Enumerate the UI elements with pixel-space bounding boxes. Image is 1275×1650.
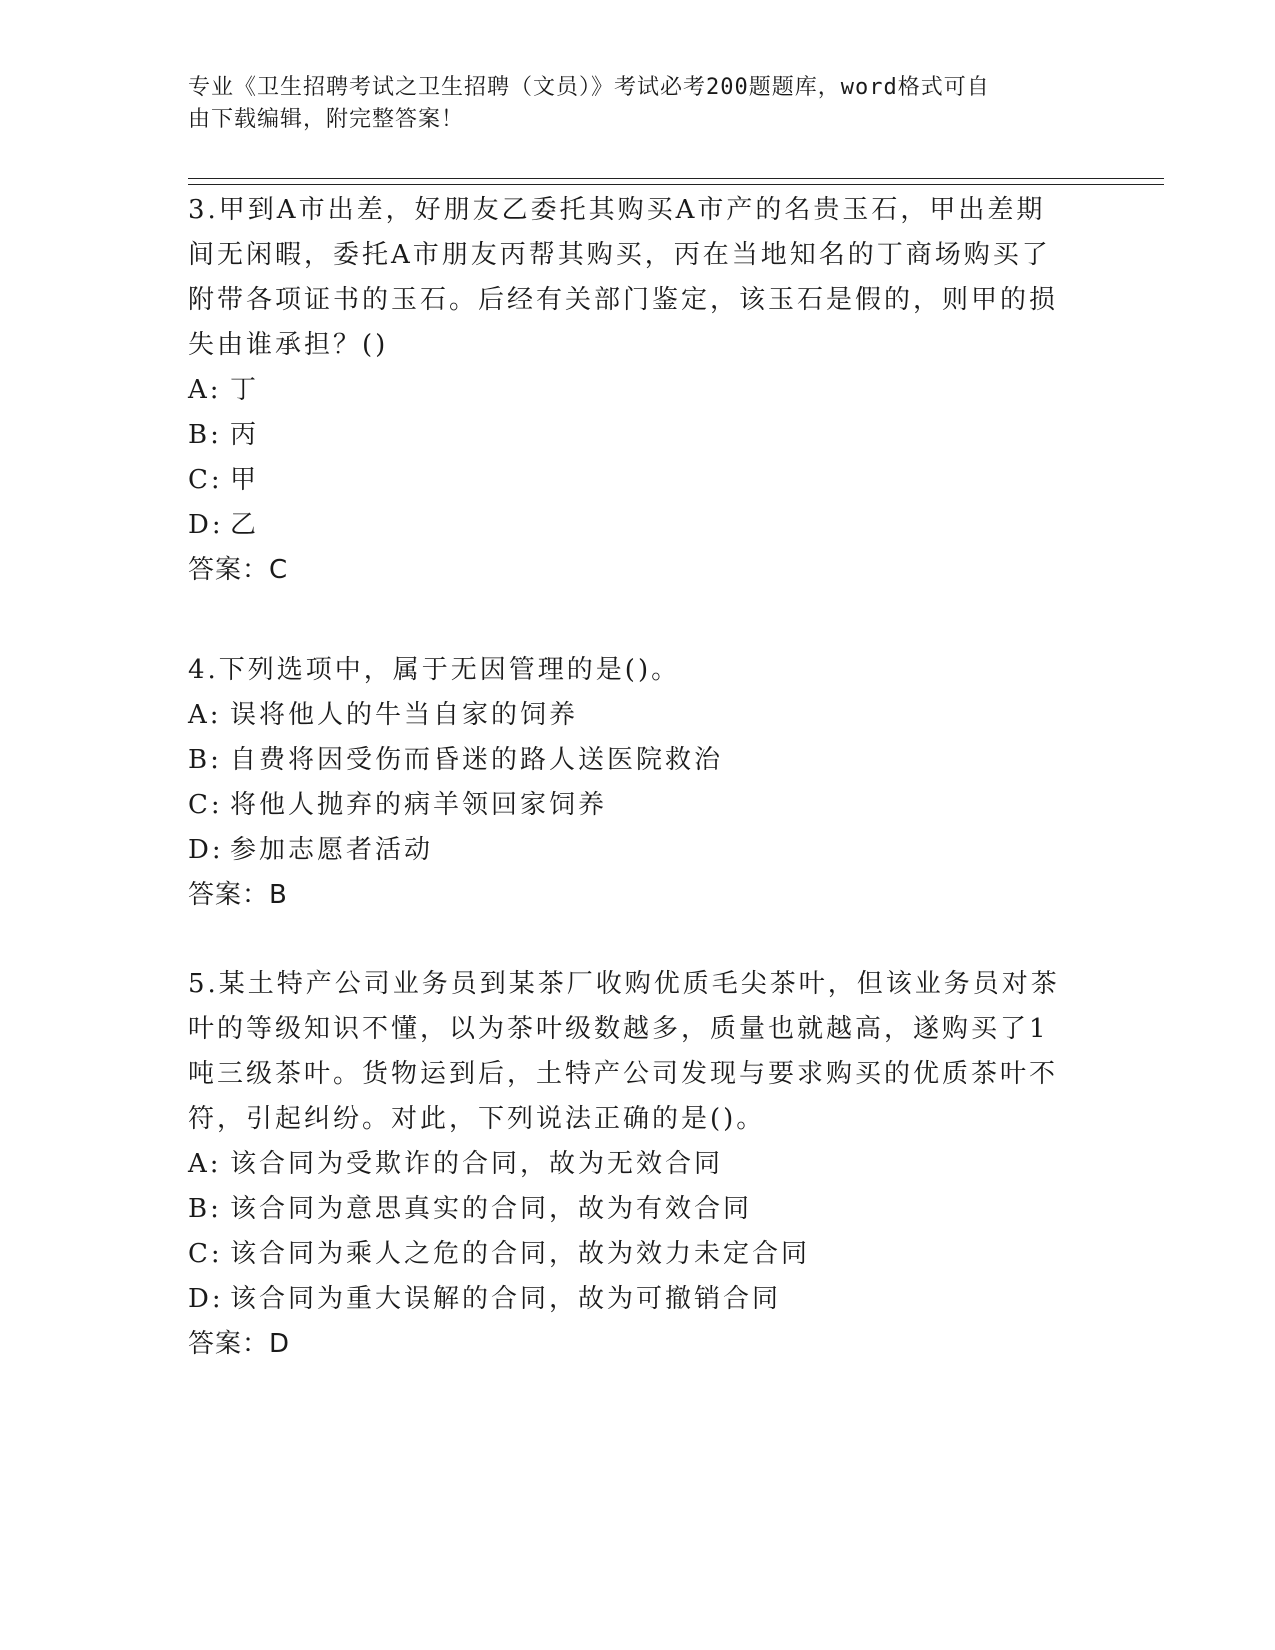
question-3 [188,188,1068,593]
option-letter: A: [188,375,222,405]
question-text-line: 5.某土特产公司业务员到某茶厂收购优质毛尖茶叶，但该业务员对茶 [188,969,1060,999]
option-text: 将他人抛弃的病羊领回家饲养 [230,790,608,820]
option-letter: D: [188,510,224,540]
option-d [188,503,1068,548]
option-text: 乙 [230,510,260,540]
question-text [188,962,1068,1142]
question-text-line: 3.甲到A市出差，好朋友乙委托其购买A市产的名贵玉石，甲出差期 [188,195,1046,225]
option-b [188,1187,1068,1232]
option-d [188,1277,1068,1322]
option-letter: B: [188,1194,222,1224]
option-letter: C: [188,790,223,820]
question-text-line: 间无闲暇，委托A市朋友丙帮其购买，丙在当地知名的丁商场购买了 [188,240,1051,270]
option-d [188,828,1068,873]
option-text: 该合同为乘人之危的合同，故为效力未定合同 [230,1239,811,1269]
option-c [188,1232,1068,1277]
option-c [188,458,1068,503]
answer: 答案：B [188,880,288,910]
option-text: 甲 [230,465,260,495]
question-text-line: 4.下列选项中，属于无因管理的是()。 [188,655,681,685]
question-text-line: 吨三级茶叶。货物运到后，土特产公司发现与要求购买的优质茶叶不 [188,1059,1059,1089]
option-text: 误将他人的牛当自家的饲养 [230,700,579,730]
option-text: 该合同为意思真实的合同，故为有效合同 [230,1194,753,1224]
document-header [188,72,1068,136]
option-a [188,693,1068,738]
option-letter: A: [188,1149,222,1179]
question-text-line: 符，引起纠纷。对此，下列说法正确的是()。 [188,1104,766,1134]
option-text: 该合同为受欺诈的合同，故为无效合同 [230,1149,724,1179]
option-b [188,738,1068,783]
option-text: 丁 [230,375,260,405]
header-line-2: 由下载编辑，附完整答案！ [188,107,465,132]
answer: 答案：C [188,555,289,585]
option-letter: D: [188,835,224,865]
option-a [188,368,1068,413]
option-text: 丙 [230,420,260,450]
option-b [188,413,1068,458]
question-text-line: 失由谁承担？() [188,330,389,360]
header-divider-bottom [188,184,1164,185]
option-a [188,1142,1068,1187]
option-letter: C: [188,465,223,495]
question-text-line: 叶的等级知识不懂，以为茶叶级数越多，质量也就越高，遂购买了1 [188,1014,1049,1044]
header-divider-top [188,178,1164,179]
question-5 [188,962,1068,1367]
option-letter: D: [188,1284,224,1314]
question-4 [188,648,1068,918]
option-letter: A: [188,700,222,730]
option-letter: B: [188,420,222,450]
option-text: 参加志愿者活动 [230,835,434,865]
option-letter: B: [188,745,222,775]
answer: 答案：D [188,1329,291,1359]
question-text [188,648,1068,693]
question-text-line: 附带各项证书的玉石。后经有关部门鉴定，该玉石是假的，则甲的损 [188,285,1059,315]
question-text [188,188,1068,368]
option-c [188,783,1068,828]
option-text: 该合同为重大误解的合同，故为可撤销合同 [230,1284,782,1314]
option-text: 自费将因受伤而昏迷的路人送医院救治 [230,745,724,775]
header-line-1: 专业《卫生招聘考试之卫生招聘（文员）》考试必考200题题库，word格式可自 [188,75,990,100]
option-letter: C: [188,1239,223,1269]
